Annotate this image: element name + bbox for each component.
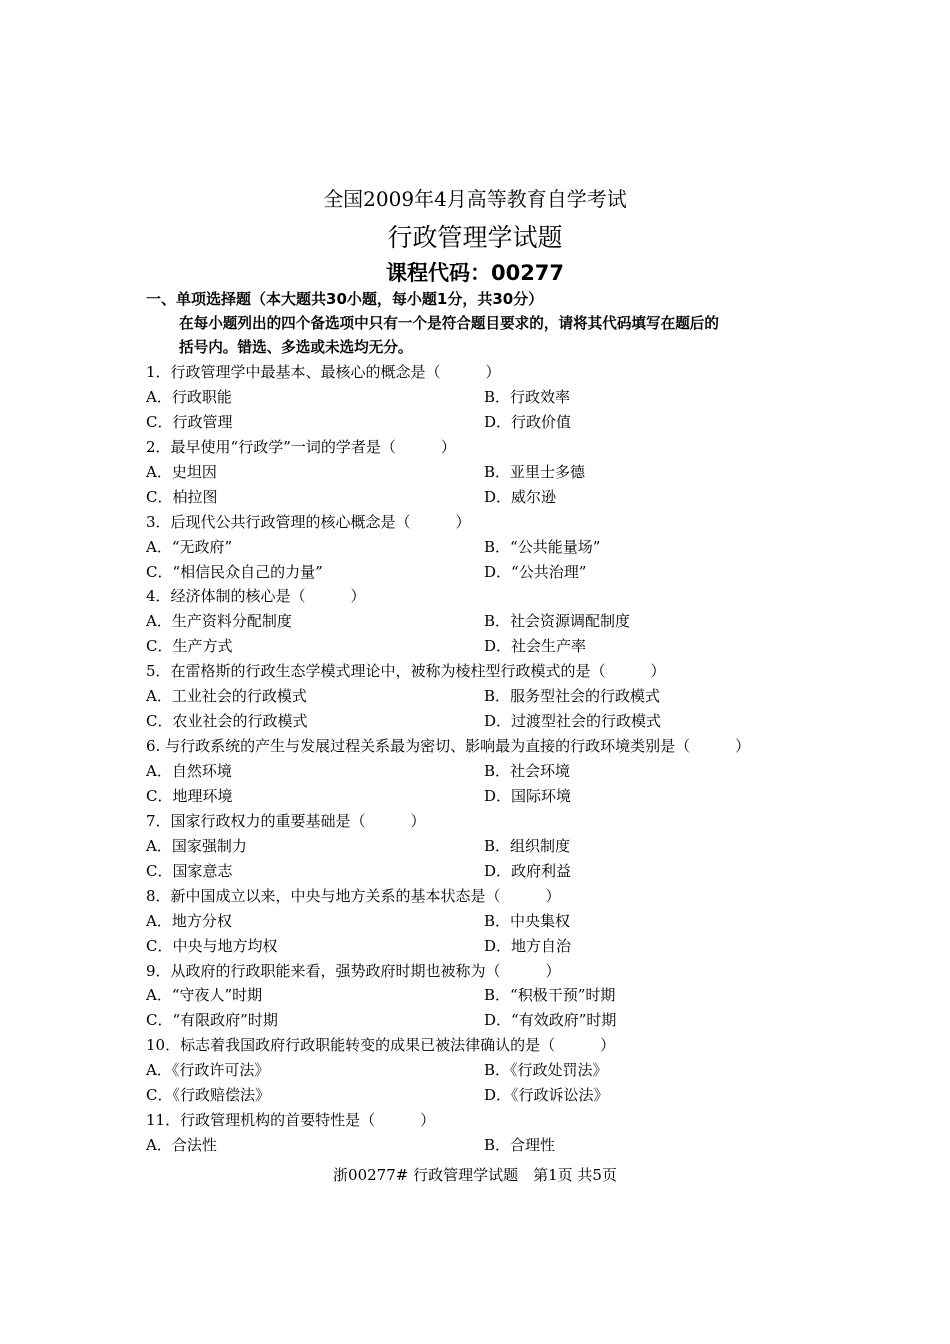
option-row	[146, 909, 826, 934]
answer-option: B．合理性	[484, 1136, 556, 1155]
question-stem: 10．标志着我国政府行政职能转变的成果已被法律确认的是（ ）	[146, 1036, 616, 1055]
answer-option: B．服务型社会的行政模式	[484, 687, 661, 706]
page-footer: 浙00277# 行政管理学试题 第1页 共5页	[333, 1166, 617, 1184]
option-row	[146, 983, 826, 1008]
question-stem: 6. 与行政系统的产生与发展过程关系最为密切、影响最为直接的行政环境类别是（ ）	[146, 737, 751, 756]
answer-option: C．行政管理	[146, 412, 233, 431]
question-stem: 5．在雷格斯的行政生态学模式理论中，被称为棱柱型行政模式的是（ ）	[146, 662, 666, 681]
exam-name: 全国2009年4月高等教育自学考试	[323, 187, 627, 211]
answer-option: A．史坦因	[146, 462, 217, 481]
answer-option: D．政府利益	[484, 861, 572, 880]
answer-option: B．中央集权	[484, 911, 571, 930]
answer-option: D．地方自治	[484, 936, 572, 955]
answer-option: D．“公共治理”	[484, 562, 587, 581]
question-stem: 3．后现代公共行政管理的核心概念是（ ）	[146, 512, 471, 531]
answer-option: C．农业社会的行政模式	[146, 712, 308, 731]
answer-option: D．社会生产率	[484, 637, 587, 656]
option-row	[146, 784, 826, 809]
answer-option: A．“守夜人”时期	[146, 986, 263, 1005]
answer-option: D．行政价值	[484, 412, 572, 431]
option-row	[146, 834, 826, 859]
option-row	[146, 684, 826, 709]
question-stem: 8．新中国成立以来，中央与地方关系的基本状态是（ ）	[146, 886, 561, 905]
answer-option: D．《行政诉讼法》	[484, 1086, 609, 1105]
answer-option: D．国际环境	[484, 786, 572, 805]
option-row	[146, 385, 826, 410]
answer-option: C．国家意志	[146, 861, 233, 880]
answer-option: C．“相信民众自己的力量”	[146, 562, 323, 581]
answer-option: C．生产方式	[146, 637, 233, 656]
answer-option: C．柏拉图	[146, 487, 218, 506]
answer-option: B．社会环境	[484, 762, 571, 780]
question-stem: 1．行政管理学中最基本、最核心的概念是（ ）	[146, 363, 501, 381]
option-row	[146, 1008, 826, 1033]
answer-option: B．《行政处罚法》	[484, 1061, 608, 1080]
course-code: 课程代码：00277	[385, 261, 565, 285]
option-row	[146, 535, 826, 560]
option-row	[146, 709, 826, 734]
answer-option: B．行政效率	[484, 387, 571, 406]
option-row	[146, 560, 826, 585]
answer-option: A．《行政许可法》	[146, 1061, 270, 1080]
question-stem: 7．国家行政权力的重要基础是（ ）	[146, 811, 426, 830]
answer-option: B．社会资源调配制度	[484, 612, 631, 631]
answer-option: A．合法性	[146, 1136, 217, 1155]
question-stem: 11．行政管理机构的首要特性是（ ）	[146, 1111, 436, 1130]
instruction-line-2: 括号内。错选、多选或未选均无分。	[179, 339, 413, 356]
paper-title: 行政管理学试题	[387, 223, 563, 252]
answer-option: B．“积极干预”时期	[484, 986, 616, 1005]
answer-option: C．《行政赔偿法》	[146, 1086, 270, 1105]
answer-option: C．“有限政府”时期	[146, 1011, 278, 1030]
answer-option: B．亚里士多德	[484, 462, 586, 481]
answer-option: A．地方分权	[146, 911, 232, 930]
instruction-line-1: 在每小题列出的四个备选项中只有一个是符合题目要求的，请将其代码填写在题后的	[179, 315, 719, 332]
answer-option: D．过渡型社会的行政模式	[484, 712, 662, 731]
question-stem: 9．从政府的行政职能来看，强势政府时期也被称为（ ）	[146, 961, 561, 980]
answer-option: C．地理环境	[146, 786, 233, 805]
answer-option: A．生产资料分配制度	[146, 612, 292, 631]
option-row	[146, 859, 826, 884]
option-row	[146, 609, 826, 634]
answer-option: D．威尔逊	[484, 487, 557, 506]
option-row	[146, 460, 826, 485]
answer-option: B．组织制度	[484, 836, 571, 855]
answer-option: A．国家强制力	[146, 836, 247, 855]
option-row	[146, 410, 826, 435]
option-row	[146, 1083, 826, 1108]
question-list	[146, 360, 826, 1158]
option-row	[146, 1133, 826, 1158]
option-row	[146, 1058, 826, 1083]
question-stem: 2．最早使用“行政学”一词的学者是（ ）	[146, 437, 456, 456]
answer-option: A．自然环境	[146, 762, 232, 780]
option-row	[146, 634, 826, 659]
section-heading: 一、单项选择题（本大题共30小题，每小题1分，共30分）	[146, 290, 544, 308]
option-row	[146, 759, 826, 784]
option-row	[146, 934, 826, 959]
answer-option: A．行政职能	[146, 387, 232, 406]
answer-option: A．工业社会的行政模式	[146, 687, 307, 706]
answer-option: C．中央与地方均权	[146, 936, 278, 955]
question-stem: 4．经济体制的核心是（ ）	[146, 587, 366, 606]
answer-option: A．“无政府”	[146, 537, 233, 556]
answer-option: D．“有效政府”时期	[484, 1011, 617, 1030]
answer-option: B．“公共能量场”	[484, 537, 601, 556]
option-row	[146, 485, 826, 510]
